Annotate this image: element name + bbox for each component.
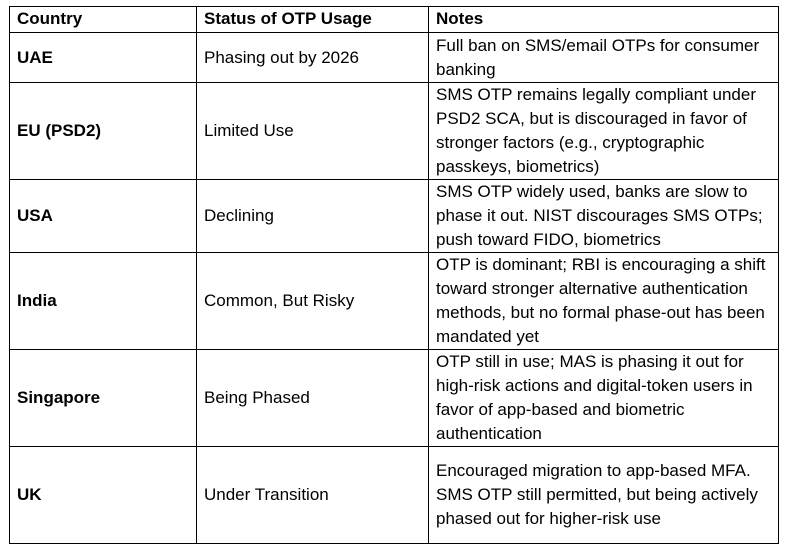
status-cell: Common, But Risky — [197, 253, 429, 350]
notes-cell: OTP is dominant; RBI is encouraging a shift toward stronger alternative authentication methods, but no formal phase-out has been mandated yet — [429, 253, 779, 350]
header-status: Status of OTP Usage — [197, 7, 429, 33]
table-row-india — [10, 253, 779, 350]
status-cell: Declining — [197, 180, 429, 253]
notes-cell: OTP still in use; MAS is phasing it out for high-risk actions and digital-token users in favor of app-based and biometric authentication — [429, 350, 779, 447]
notes-cell: SMS OTP remains legally compliant under PSD2 SCA, but is discouraged in favor of stronger factors (e.g., cryptographic passkeys, biometrics) — [429, 83, 779, 180]
status-cell: Under Transition — [197, 447, 429, 544]
country-cell: India — [10, 253, 197, 350]
header-country: Country — [10, 7, 197, 33]
otp-usage-table — [9, 6, 779, 544]
country-cell: Singapore — [10, 350, 197, 447]
table-row-eu — [10, 83, 779, 180]
table-row-usa — [10, 180, 779, 253]
country-cell: UK — [10, 447, 197, 544]
status-cell: Being Phased — [197, 350, 429, 447]
notes-cell: Full ban on SMS/email OTPs for consumer banking — [429, 33, 779, 83]
header-row — [10, 7, 779, 33]
table-header — [10, 7, 779, 33]
table-body — [10, 33, 779, 544]
country-cell: UAE — [10, 33, 197, 83]
country-cell: EU (PSD2) — [10, 83, 197, 180]
table-row-singapore — [10, 350, 779, 447]
notes-cell: Encouraged migration to app-based MFA. SMS OTP still permitted, but being actively phased out for higher-risk use — [429, 447, 779, 544]
status-cell: Limited Use — [197, 83, 429, 180]
status-cell: Phasing out by 2026 — [197, 33, 429, 83]
notes-cell: SMS OTP widely used, banks are slow to phase it out. NIST discourages SMS OTPs; push toward FIDO, biometrics — [429, 180, 779, 253]
table-row-uk — [10, 447, 779, 544]
header-notes: Notes — [429, 7, 779, 33]
table-row-uae — [10, 33, 779, 83]
country-cell: USA — [10, 180, 197, 253]
